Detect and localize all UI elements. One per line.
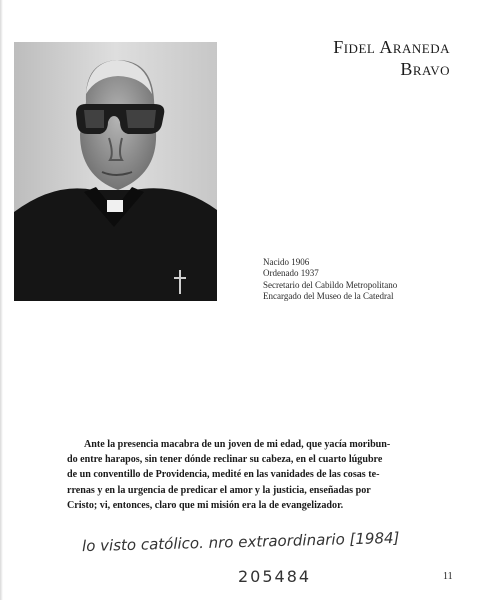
biography-facts [263, 257, 397, 302]
fact-secretary: Secretario del Cabildo Metropolitano [263, 279, 398, 290]
quote-line: Ante la presencia macabra de un joven de mi edad, que yacía moribun- [84, 439, 391, 450]
name-second-line: Bravo [400, 59, 450, 79]
portrait-photo [14, 42, 217, 301]
clerical-collar-shape [107, 200, 123, 212]
name-heading [333, 36, 450, 80]
fact-museum: Encargado del Museo de la Catedral [263, 290, 394, 301]
quote-line: Cristo; vi, entonces, claro que mi misión era la de evangelizador. [67, 499, 344, 511]
quote-line: rrenas y en la urgencia de predicar el amor y la justicia, enseñadas por [67, 484, 371, 496]
name-first-line: Fidel Araneda [333, 37, 450, 57]
catalog-number: 205484 [238, 567, 312, 586]
quote-line: de un conventillo de Providencia, medité en las vanidades de las cosas te- [67, 469, 380, 481]
quote-line: do entre harapos, sin tener dónde reclinar su cabeza, en el cuarto lúgubre [67, 454, 383, 466]
fact-born: Nacido 1906 [263, 257, 310, 267]
quote-paragraph [67, 437, 453, 513]
handwritten-note: lo visto católico. nro extraordinario [1984] [81, 528, 400, 556]
fact-ordained: Ordenado 1937 [263, 268, 319, 279]
portrait-illustration [14, 42, 217, 301]
page-number: 11 [443, 571, 453, 582]
page-edge [0, 0, 3, 600]
